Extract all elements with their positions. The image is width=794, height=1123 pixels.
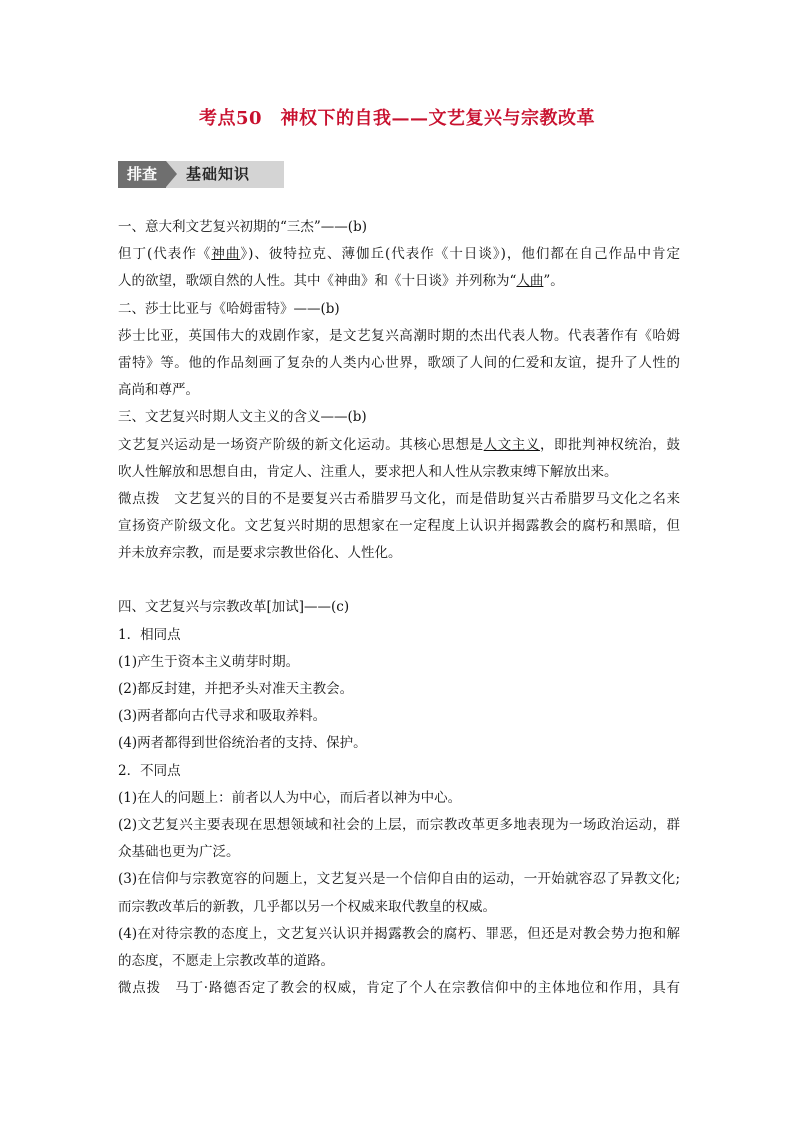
list-item: (1)产生于资本主义萌芽时期。: [118, 653, 300, 670]
document-body: [118, 214, 680, 1002]
banner-label: 基础知识: [186, 165, 251, 183]
underlined-term-renwen: 人文主义: [483, 436, 540, 453]
paragraph-gap: [118, 567, 680, 594]
text-segment: ”。: [543, 273, 564, 290]
list-item-cont: 而宗教改革后的新教，几乎都以另一个权威来取代教皇的权威。: [118, 898, 496, 915]
list-item: (2)文艺复兴主要表现在思想领域和社会的上层，而宗教改革更多地表现为一场政治运动，群: [118, 816, 680, 833]
underlined-term-shenqu: 神曲: [211, 246, 241, 263]
tip-line: 宣扬资产阶级文化。文艺复兴时期的思想家在一定程度上认识并揭露教会的腐朽和黑暗，但: [118, 518, 680, 535]
section-1-text-line: [118, 268, 680, 295]
section-3-text-line: [118, 432, 680, 459]
list-item-cont: 的态度，不愿走上宗教改革的道路。: [118, 952, 334, 969]
section-1-heading: 一、意大利文艺复兴初期的“三杰”——(b): [118, 219, 367, 235]
tip-line: 并未放弃宗教，而是要求宗教世俗化、人性化。: [118, 545, 402, 562]
section-1-text-line: [118, 241, 680, 268]
list-item-cont: 众基础也更为广泛。: [118, 844, 240, 861]
tip-line: 微点拨 文艺复兴的目的不是要复兴古希腊罗马文化，而是借助复兴古希腊罗马文化之名来: [118, 490, 680, 507]
list-item: (4)在对待宗教的态度上，文艺复兴认识并揭露教会的腐朽、罪恶，但还是对教会势力抱和解: [118, 925, 680, 942]
text-segment: ，即批判神权统治，鼓: [539, 436, 681, 453]
subheading-diff: 2．不同点: [118, 762, 181, 779]
list-item: (1)在人的问题上：前者以人为中心，而后者以神为中心。: [118, 789, 462, 806]
page-title: 考点50 神权下的自我——文艺复兴与宗教改革: [198, 108, 596, 129]
section-2-text-line: 莎士比亚，英国伟大的戏剧作家，是文艺复兴高潮时期的杰出代表人物。代表著作有《哈姆: [118, 327, 680, 344]
section-banner: [118, 161, 284, 188]
banner-arrow-icon: [166, 161, 177, 187]
section-2-heading: 二、莎士比亚与《哈姆雷特》——(b): [118, 300, 340, 317]
list-item: (3)两者都向古代寻求和吸取养料。: [118, 708, 327, 725]
section-2-text-line: 雷特》等。他的作品刻画了复杂的人类内心世界，歌颂了人间的仁爱和友谊，提升了人性的: [118, 354, 680, 371]
section-3-text-line: 吹人性解放和思想自由，肯定人、注重人，要求把人和人性从宗教束缚下解放出来。: [118, 463, 618, 480]
underlined-term-renqu: 人曲: [516, 273, 544, 290]
tip-line: 微点拨 马丁·路德否定了教会的权威，肯定了个人在宗教信仰中的主体地位和作用，具有: [118, 980, 680, 997]
banner-tag: 排查: [126, 165, 157, 183]
list-item: (4)两者都得到世俗统治者的支持、保护。: [118, 735, 367, 752]
text-segment: 人的欲望，歌颂自然的人性。其中《神曲》和《十日谈》并列称为“: [118, 273, 517, 290]
subheading-same: 1．相同点: [118, 626, 181, 643]
section-2-text-line: 高尚和尊严。: [118, 382, 199, 399]
list-item: (2)都反封建，并把矛头对准天主教会。: [118, 681, 354, 697]
section-4-heading: 四、文艺复兴与宗教改革[加试]——(c): [118, 599, 350, 616]
list-item: (3)在信仰与宗教宽容的问题上，文艺复兴是一个信仰自由的运动，一开始就容忍了异教文化;: [118, 871, 680, 888]
text-segment: 文艺复兴运动是一场资产阶级的新文化运动。其核心思想是: [118, 436, 484, 453]
section-3-heading: 三、文艺复兴时期人文主义的含义——(b): [118, 409, 367, 426]
text-segment: 但丁(代表作《: [118, 246, 212, 263]
text-segment: 》)、彼特拉克、薄伽丘(代表作《十日谈》)，他们都在自己作品中肯定: [240, 246, 680, 263]
